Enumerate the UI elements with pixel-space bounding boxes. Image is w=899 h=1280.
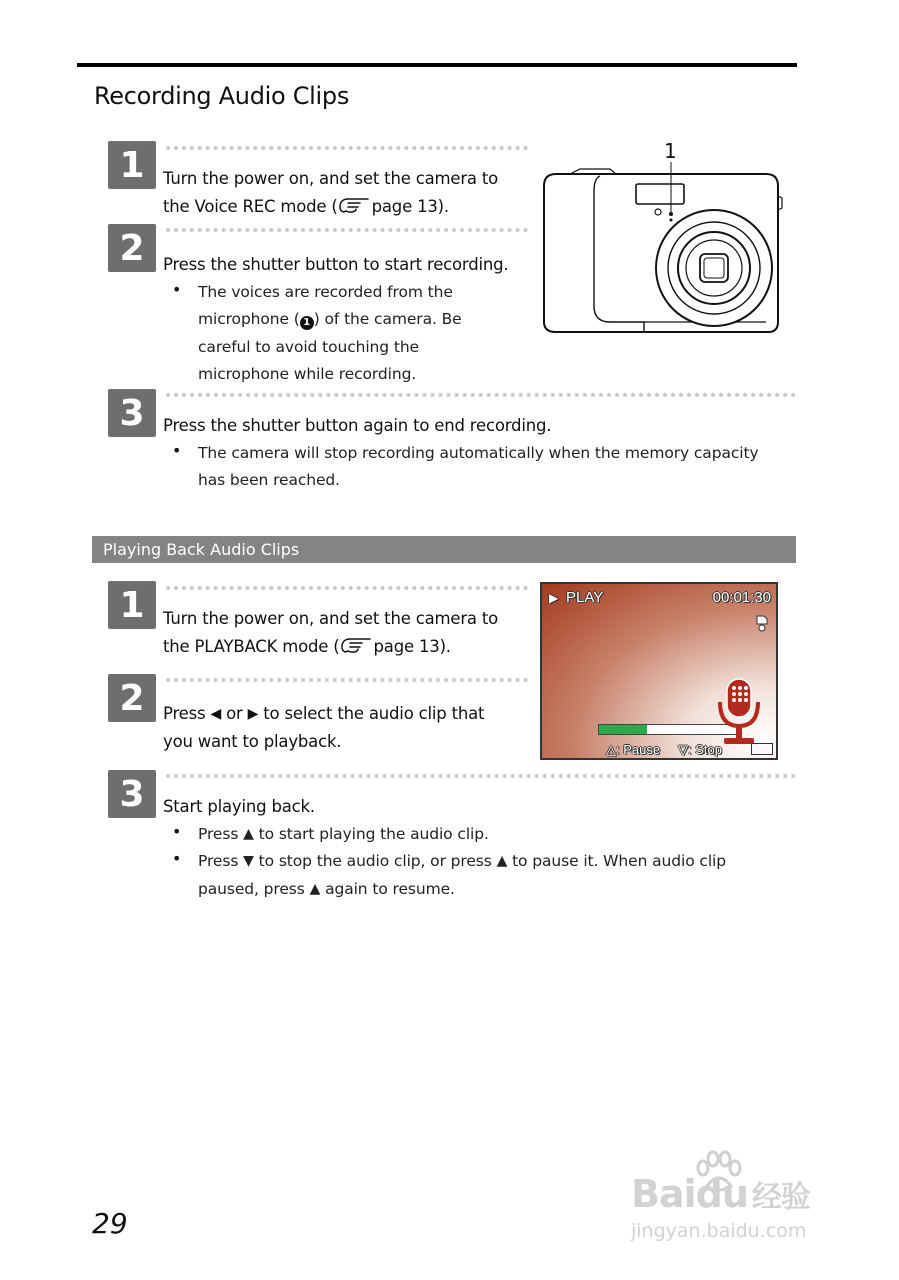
bullet1-press: Press <box>198 825 239 843</box>
play-indicator-icon: ▶ <box>549 591 559 605</box>
down-triangle-icon: ▽ <box>678 742 688 757</box>
bullet2-resume: again to resume. <box>325 880 455 898</box>
play-step2-press: Press <box>163 704 206 723</box>
step-badge-3: 3 <box>108 770 156 818</box>
watermark-url: jingyan.baidu.com <box>631 1220 807 1242</box>
watermark <box>631 1150 841 1250</box>
rec-step3-bullet-line1: The camera will stop recording automatically when the memory capacity <box>198 444 759 462</box>
up-triangle-icon: △ <box>606 742 616 757</box>
play-step2-line1 <box>163 700 484 728</box>
bullet1-rest: to start playing the audio clip. <box>258 825 489 843</box>
rec-step2-bullet-line4: microphone while recording. <box>198 365 417 383</box>
camera-illustration <box>540 136 784 336</box>
dotted-separator <box>166 393 796 397</box>
dotted-separator <box>166 774 796 778</box>
watermark-cn: 经验 <box>751 1180 810 1215</box>
screen-mode-label: PLAY <box>566 589 604 606</box>
rec-step3-text: Press the shutter button again to end recording. <box>163 416 552 435</box>
step-badge-1: 1 <box>108 141 156 189</box>
dotted-separator <box>166 146 528 150</box>
section-header-bar <box>92 536 796 563</box>
bullet-marker: • <box>172 822 182 841</box>
hand-pointer-icon <box>338 195 372 215</box>
pause-label: : Pause <box>616 742 661 757</box>
microphone-icon <box>712 676 768 748</box>
play-step3-text: Start playing back. <box>163 797 315 816</box>
bullet-marker: • <box>172 280 182 299</box>
rec-step1-line2 <box>163 193 449 221</box>
dotted-separator <box>166 678 528 682</box>
bullet-marker: • <box>172 441 182 460</box>
rec-step1-line2a: the Voice REC mode ( <box>163 197 338 216</box>
play-step2-line2: you want to playback. <box>163 732 342 751</box>
playback-screen <box>540 582 778 760</box>
step-badge-3: 3 <box>108 389 156 437</box>
up-triangle-icon: ▲ <box>309 881 321 897</box>
stop-hint <box>678 742 722 758</box>
play-step1-line2a: the PLAYBACK mode ( <box>163 637 340 656</box>
bullet2-pause: to pause it. When audio clip <box>512 852 726 870</box>
rec-step3-bullet-line2: has been reached. <box>198 471 341 489</box>
rec-step2-bullet-line2 <box>198 306 462 334</box>
top-rule <box>77 63 797 67</box>
progress-fill <box>599 725 647 734</box>
rec-step2-text: Press the shutter button to start recording. <box>163 255 509 274</box>
down-triangle-icon: ▼ <box>243 853 254 869</box>
play-step3-bullet2-line2 <box>198 876 455 904</box>
circled-number-icon: 1 <box>300 316 314 330</box>
pause-hint <box>606 742 660 758</box>
rec-step1-line1: Turn the power on, and set the camera to <box>163 169 499 188</box>
page-title: Recording Audio Clips <box>94 82 350 110</box>
play-step3-bullet1 <box>198 821 489 849</box>
play-step2-rest: to select the audio clip that <box>263 704 485 723</box>
watermark-brand: Baidu 经验 <box>631 1172 810 1216</box>
stop-label: : Stop <box>688 742 722 757</box>
rec-step2-bullet-line3: careful to avoid touching the <box>198 338 419 356</box>
memory-card-icon <box>756 614 768 632</box>
camera-callout-number: 1 <box>664 139 677 163</box>
rec-step2-bullet-line1: The voices are recorded from the <box>198 283 453 301</box>
play-step1-line1: Turn the power on, and set the camera to <box>163 609 499 628</box>
play-step1-line2b: page 13). <box>373 637 451 656</box>
rec-step1-line2b: page 13). <box>371 197 449 216</box>
section-header-title: Playing Back Audio Clips <box>103 540 300 559</box>
bullet2-stop: to stop the audio clip, or press <box>258 852 492 870</box>
dotted-separator <box>166 228 528 232</box>
bullet2-press: Press <box>198 852 239 870</box>
page-number: 29 <box>92 1207 128 1240</box>
play-step2-or: or <box>226 704 243 723</box>
bullet2-paused: paused, press <box>198 880 305 898</box>
dotted-separator <box>166 586 528 590</box>
right-triangle-icon: ▶ <box>247 706 259 722</box>
rec-step2-bullet-line2b: ) of the camera. Be <box>313 310 462 328</box>
step-badge-2: 2 <box>108 224 156 272</box>
up-triangle-icon: ▲ <box>243 826 254 842</box>
screen-time: 00:01:30 <box>712 589 771 606</box>
rec-step2-bullet-line2a: microphone ( <box>198 310 300 328</box>
up-triangle-icon: ▲ <box>496 853 508 869</box>
battery-icon <box>752 744 772 754</box>
step-badge-1: 1 <box>108 581 156 629</box>
left-triangle-icon: ◀ <box>210 706 222 722</box>
bullet-marker: • <box>172 849 182 868</box>
play-step3-bullet2-line1 <box>198 848 726 876</box>
step-badge-2: 2 <box>108 674 156 722</box>
play-step1-line2 <box>163 633 451 661</box>
hand-pointer-icon <box>340 635 374 655</box>
